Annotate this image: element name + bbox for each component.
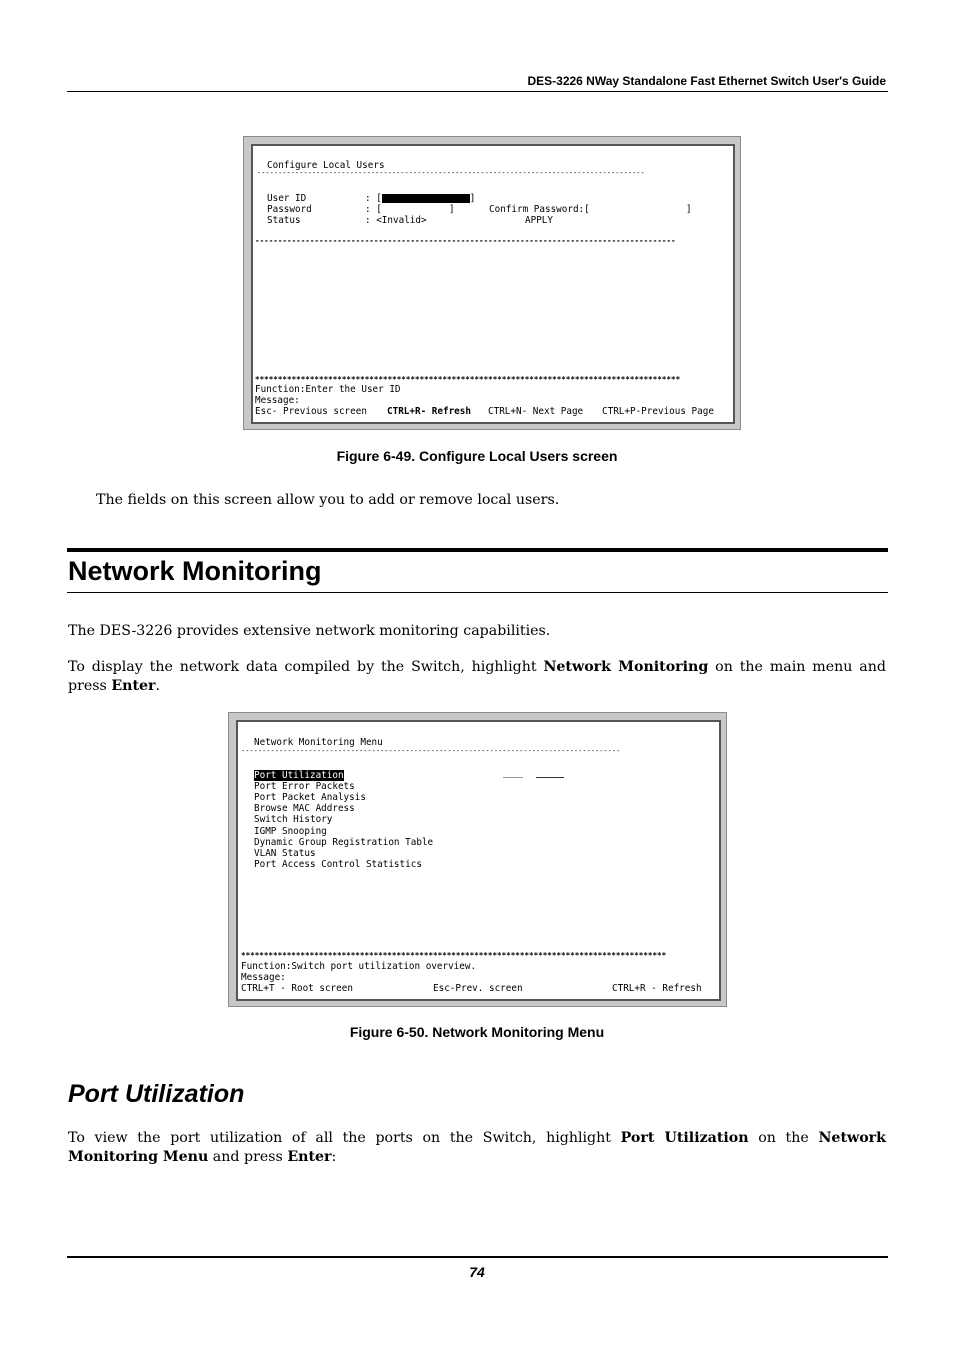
screen-title: Network Monitoring Menu (254, 737, 383, 748)
apply-button[interactable]: APPLY (525, 215, 553, 226)
terminal-screen (236, 720, 721, 1001)
user-id-input-highlight (382, 194, 470, 203)
network-monitoring-instructions: To display the network data compiled by the Switch, highlight Network Monitoring on the main menu and press Enter. (68, 659, 886, 694)
figure-50-caption: Figure 6-50. Network Monitoring Menu (349, 1024, 605, 1040)
menu-item-browse-mac-address[interactable]: Browse MAC Address (254, 803, 355, 814)
root-screen-shortcut[interactable]: CTRL+T - Root screen (241, 983, 353, 994)
confirm-password-field-end[interactable]: ] (686, 204, 692, 215)
network-monitoring-intro: The DES-3226 provides extensive network monitoring capabilities. (68, 623, 551, 639)
dashed-divider: ------------------------------------------------------------------------------------------ (241, 747, 621, 755)
function-line: Function:Enter the User ID (255, 384, 401, 395)
message-line: Message: (255, 395, 300, 406)
esc-previous-screen[interactable]: Esc-Prev. screen (433, 983, 523, 994)
menu-item-switch-history[interactable]: Switch History (254, 814, 333, 825)
refresh-shortcut[interactable]: CTRL+R- Refresh (387, 406, 471, 417)
artifact-line-1 (503, 777, 523, 778)
figure-49-caption: Figure 6-49. Configure Local Users screen (336, 448, 618, 464)
status-label: Status (267, 215, 301, 226)
running-header: DES-3226 NWay Standalone Fast Ethernet Switch User's Guide (527, 74, 886, 88)
status-value: <Invalid> (376, 215, 427, 226)
user-id-label: User ID (267, 193, 307, 204)
menu-item-dynamic-group-registration-table[interactable]: Dynamic Group Registration Table (254, 837, 434, 848)
section-rule-top (67, 548, 888, 552)
menu-item-port-error-packets[interactable]: Port Error Packets (254, 781, 355, 792)
esc-previous-screen[interactable]: Esc- Previous screen (255, 406, 367, 417)
status-field[interactable]: : <Invalid> (365, 215, 427, 226)
section-heading: Network Monitoring (68, 556, 322, 586)
header-rule (67, 91, 888, 92)
menu-item-igmp-snooping[interactable]: IGMP Snooping (254, 826, 327, 837)
terminal-screen (251, 144, 735, 424)
dashed-divider: -------------------------------------------------------------------------------------------- (257, 169, 645, 177)
menu-item-port-packet-analysis[interactable]: Port Packet Analysis (254, 792, 366, 803)
configure-local-users-screenshot (243, 136, 741, 430)
intro-paragraph: The fields on this screen allow you to add or remove local users. (96, 492, 560, 508)
port-utilization-instructions: To view the port utilization of all the ports on the Switch, highlight Port Utilization on the Network Monitoring Menu and press Enter: (68, 1130, 886, 1165)
subsection-heading: Port Utilization (68, 1080, 245, 1108)
dashed-divider-bold: -------------------------------------------------------------------------------------------- (255, 236, 676, 245)
password-label: Password (267, 204, 312, 215)
password-field[interactable]: : [ ] (365, 204, 455, 215)
screen-title: Configure Local Users (267, 160, 385, 171)
message-line: Message: (241, 972, 286, 983)
previous-page-shortcut[interactable]: CTRL+P-Previous Page (602, 406, 714, 417)
menu-item-vlan-status[interactable]: VLAN Status (254, 848, 316, 859)
refresh-shortcut[interactable]: CTRL+R - Refresh (612, 983, 702, 994)
confirm-password-label: Confirm Password:[ (489, 204, 590, 215)
function-line: Function:Switch port utilization overview. (241, 961, 477, 972)
page-number: 74 (469, 1264, 485, 1280)
menu-item-port-access-control-statistics[interactable]: Port Access Control Statistics (254, 859, 422, 870)
star-divider: ********************************************************************************************* (255, 375, 681, 384)
section-rule-bottom (67, 592, 888, 593)
star-divider: ********************************************************************************************* (241, 951, 667, 960)
network-monitoring-menu-screenshot (228, 712, 727, 1007)
artifact-line-2 (536, 777, 564, 778)
menu-item-port-utilization[interactable]: Port Utilization (254, 770, 344, 781)
footer-rule (67, 1256, 888, 1258)
next-page-shortcut[interactable]: CTRL+N- Next Page (488, 406, 584, 417)
user-id-field[interactable]: : [ ] (365, 193, 476, 204)
